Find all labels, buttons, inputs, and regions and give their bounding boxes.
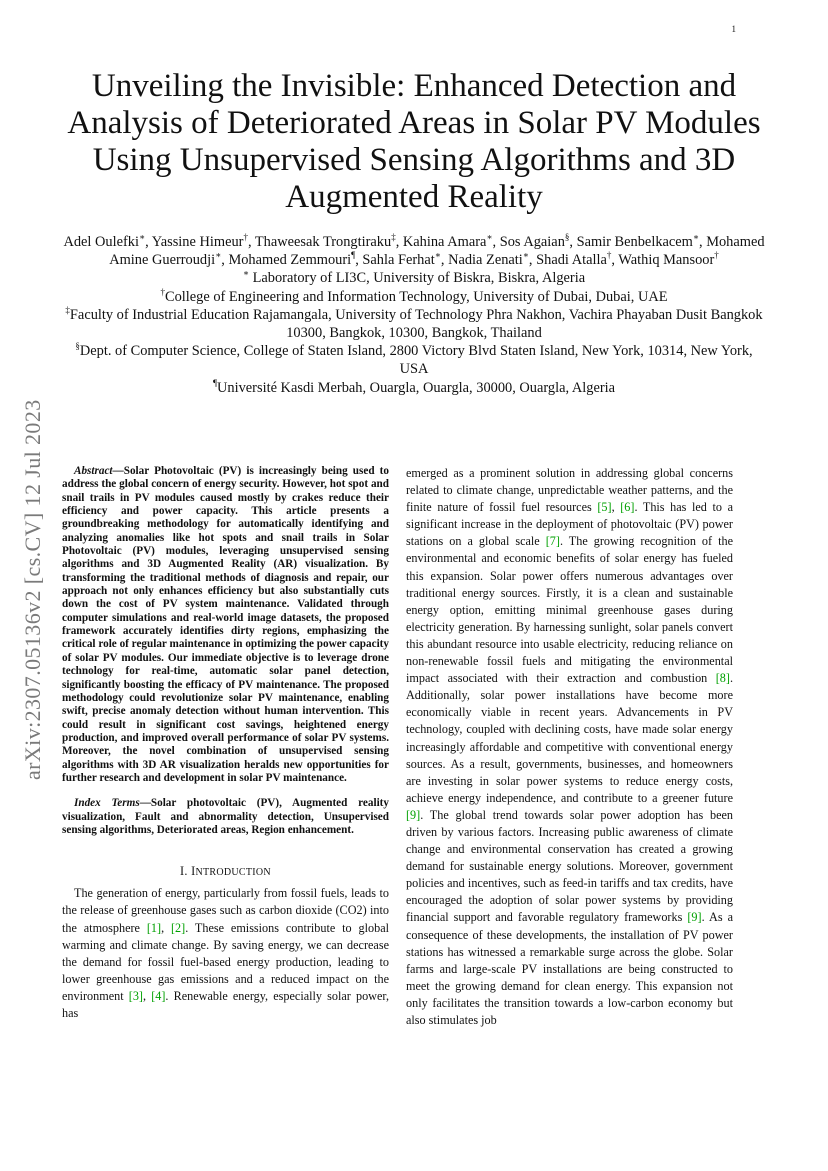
left-column: [62, 465, 389, 1022]
citation-link[interactable]: [9]: [406, 807, 421, 822]
abstract-text: —Solar Photovoltaic (PV) is increasingly being used to address the global concern of energy security. However, hot spot and snail trails in PV modules caused mostly by crakes reduce their efficiency and power capacity. This article presents a groundbreaking methodology for automatically identifying and analyzing anomalies like hot spots and snail trails in Solar Photovoltaic (PV) modules, leveraging unsupervised sensing algorithms and 3D Augmented Reality (AR) visualization. By transforming the traditional methods of diagnosis and repair, our approach not only enhances efficiency but also substantially cuts down the cost of PV system maintenance. Validated through computer simulations and real-world image datasets, the proposed framework accurately identifies dirty regions, emphasizing the critical role of regular maintenance in optimizing the power capacity of solar PV modules. Our immediate objective is to leverage drone technology for real-time, automatic solar panel detection, significantly boosting the efficacy of PV maintenance. The proposed methodology could revolutionize solar PV maintenance, enabling swift, precise anomaly detection without human intervention. This could result in significant cost savings, heightened energy production, and improved overall performance of solar PV systems. Moreover, the novel combination of unsupervised sensing algorithms with 3D AR visualization heralds new opportunities for further research and development in solar PV maintenance.: [62, 465, 389, 784]
index-terms-label: Index Terms: [74, 797, 140, 810]
abstract: [62, 465, 389, 785]
citation-link[interactable]: [1]: [146, 920, 162, 935]
author-list: Adel Oulefki∗, Yassine Himeur†, Thaweesak Trongtiraku‡, Kahina Amara∗, Sos Agaian§, Samir Benbelkacem∗, Mohamed Amine Guerroudji∗, Mohamed Zemmouri¶, Sahla Ferhat∗, Nadia Zenati∗, Shadi Atalla†, Wathiq Mansoor†: [63, 232, 765, 269]
author-block: [62, 233, 766, 397]
affiliation-staten-island: §Dept. of Computer Science, College of Staten Island, 2800 Victory Blvd Staten Island, New York, 10314, New York, USA: [75, 341, 753, 378]
arxiv-identifier-stamp[interactable]: arXiv:2307.05136v2 [cs.CV] 12 Jul 2023: [20, 399, 45, 780]
paper-title: Unveiling the Invisible: Enhanced Detection and Analysis of Deteriorated Areas in Solar PV Modules Using Unsupervised Sensing Algorithms and 3D Augmented Reality: [67, 68, 761, 215]
index-terms-text: —Solar photovoltaic (PV), Augmented reality visualization, Fault and abnormality detection, Unsupervised sensing algorithms, Deteriorated areas, Region enhancement.: [62, 797, 389, 836]
affiliation-rajamangala: ‡Faculty of Industrial Education Rajamangala, University of Technology Phra Nakhon, Vachira Phayaban Dusit Bangkok 10300, Bangkok, 10300, Bangkok, Thailand: [65, 305, 763, 342]
right-column: [406, 465, 733, 1029]
intro-paragraph: The generation of energy, particularly from fossil fuels, leads to the release of greenhouse gases such as carbon dioxide (CO2) into the atmosphere [1], [2]. These emissions contribute to global warming and climate change. By saving energy, we can decrease the demand for fossil fuel-based energy production, leading to lower greenhouse gas emissions and a reduced impact on the environment [3], [4]. Renewable energy, especially solar power, has: [62, 886, 389, 1021]
citation-link[interactable]: [7]: [545, 534, 560, 549]
citation-link[interactable]: [8]: [715, 671, 730, 686]
index-terms: [62, 797, 389, 837]
affiliation-dubai: †College of Engineering and Information Technology, University of Dubai, Dubai, UAE: [160, 286, 668, 305]
citation-link[interactable]: [2]: [171, 920, 186, 935]
citation-link[interactable]: [3]: [128, 988, 143, 1003]
intro-paragraph-continued: emerged as a prominent solution in addressing global concerns related to climate change, unpredictable weather patterns, and the finite nature of fossil fuel resources [5], [6]. This has led to a significant increase in the deployment of photovoltaic (PV) power stations on a global scale [7]. The growing recognition of the environmental and economic benefits of solar energy has fueled this expansion. Solar power offers numerous advantages over traditional energy sources. Firstly, it is a clean and sustainable energy option, emitting minimal greenhouse gases during electricity generation. By harnessing sunlight, solar panels convert this abundant resource into usable electricity, reducing reliance on non-renewable fossil fuels and mitigating the environmental impact associated with their extraction and combustion [8]. Additionally, solar power installations have become more economically viable in recent years. Advancements in PV technology, coupled with declining costs, have made solar energy increasingly affordable and competitive with conventional energy sources. As a result, governments, businesses, and homeowners are investing in solar power systems to reduce energy costs, achieve energy independence, and contribute to a greener future [9]. The global trend towards solar power adoption has been driven by various factors. Increasing public awareness of climate change and environmental conservation has created a growing demand for sustainable energy solutions. Moreover, government policies and incentives, such as feed-in tariffs and tax credits, have encouraged the adoption of solar power systems by providing financial support and favorable regulatory frameworks [9]. As a consequence of these developments, the installation of PV power stations has witnessed a remarkable surge across the globe. Solar farms and large-scale PV installations are being constructed to meet the growing demand for clean energy. This expansion not only facilitates the transition towards a low-carbon economy but also stimulates job: [406, 466, 734, 1027]
affiliation-ouargla: ¶Université Kasdi Merbah, Ouargla, Ouargla, 30000, Ouargla, Algeria: [212, 377, 616, 396]
citation-link[interactable]: [6]: [620, 500, 635, 515]
page-number: 1: [731, 24, 736, 34]
citation-link[interactable]: [4]: [151, 988, 166, 1003]
citation-link[interactable]: [5]: [597, 500, 612, 515]
affiliation-li3c: ∗ Laboratory of LI3C, University of Biskra, Biskra, Algeria: [242, 268, 586, 287]
citation-link[interactable]: [9]: [687, 910, 702, 925]
abstract-label: Abstract: [74, 465, 113, 477]
section-heading-introduction: I. INTRODUCTION: [180, 864, 271, 879]
